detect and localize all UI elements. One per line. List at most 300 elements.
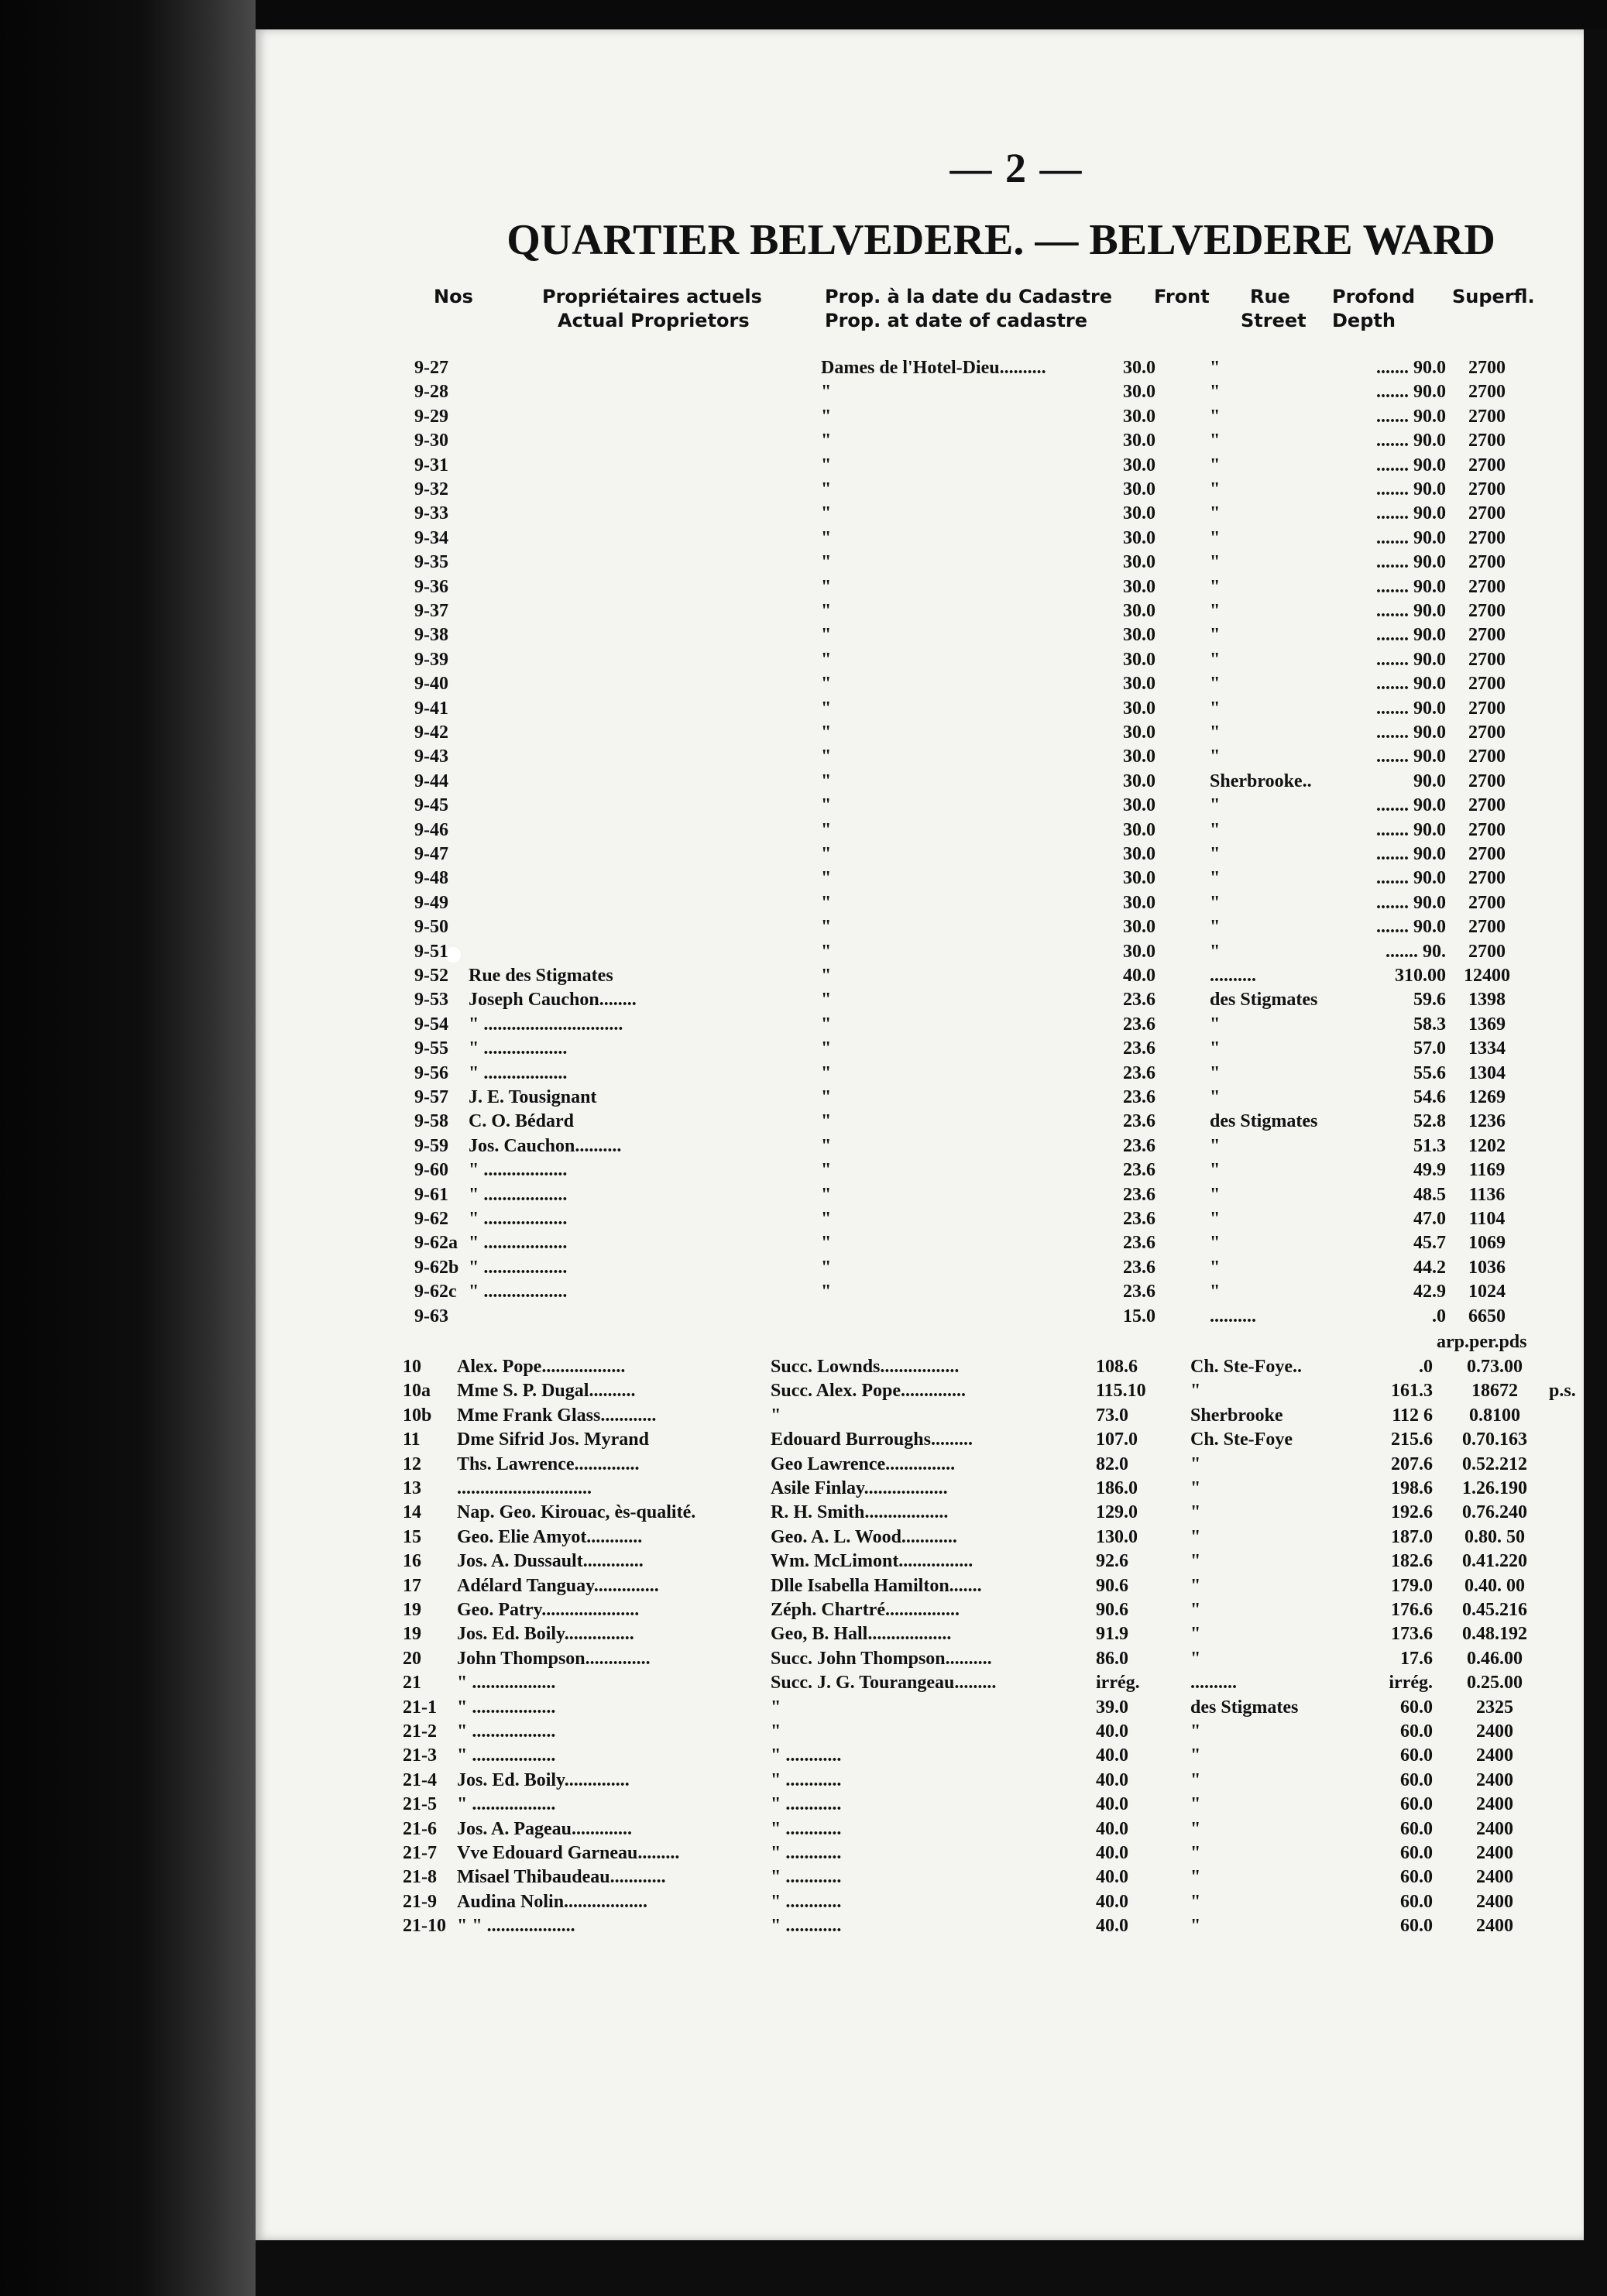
street-name: " xyxy=(1210,601,1221,621)
table-row xyxy=(256,429,1584,453)
row-number: 15 xyxy=(403,1526,421,1547)
row-number: 21-10 xyxy=(403,1916,446,1937)
depth-value: 60.0 xyxy=(1400,1916,1433,1937)
row-number: 9-55 xyxy=(414,1038,448,1059)
table-row xyxy=(256,819,1584,843)
front-value: 23.6 xyxy=(1123,1111,1155,1132)
front-value: 23.6 xyxy=(1123,1257,1155,1278)
row-number: 9-28 xyxy=(414,382,448,403)
street-name: " xyxy=(1210,795,1221,816)
header-owners-en: Actual Proprietors xyxy=(558,310,750,331)
cadastre-proprietor: " xyxy=(821,479,832,499)
depth-value: ....... 90.0 xyxy=(1376,576,1446,597)
header-nos: Nos xyxy=(434,286,473,307)
row-number: 9-34 xyxy=(414,527,448,548)
row-number: 21-6 xyxy=(403,1818,437,1839)
front-value: 23.6 xyxy=(1123,990,1155,1011)
row-number: 9-50 xyxy=(414,917,448,938)
superficie-value: 2400 xyxy=(1476,1769,1513,1790)
street-name: " xyxy=(1190,1575,1201,1596)
owner-name: " .................. xyxy=(469,1038,568,1059)
header-depth xyxy=(1332,285,1415,333)
front-value: 30.0 xyxy=(1123,941,1155,962)
owner-name: Audina Nolin.................. xyxy=(457,1891,648,1912)
front-value: 90.6 xyxy=(1096,1600,1128,1620)
superficie-value: 1236 xyxy=(1468,1111,1506,1132)
street-name: .......... xyxy=(1210,966,1256,986)
street-name: Ch. Ste-Foye xyxy=(1190,1429,1293,1450)
table-row xyxy=(256,1305,1584,1329)
street-name: " xyxy=(1210,649,1221,670)
cadastre-proprietor: " xyxy=(821,1014,832,1035)
street-name: " xyxy=(1210,892,1221,913)
row-number: 9-31 xyxy=(414,455,448,475)
front-value: 23.6 xyxy=(1123,1087,1155,1107)
depth-value: 51.3 xyxy=(1413,1135,1446,1156)
superficie-value: 0.45.216 xyxy=(1462,1600,1527,1620)
superficie-value: 2400 xyxy=(1476,1916,1513,1937)
street-name: Sherbrooke xyxy=(1190,1405,1283,1426)
superficie-value: 1269 xyxy=(1468,1087,1506,1107)
header-depth-en: Depth xyxy=(1332,310,1396,331)
depth-value: 60.0 xyxy=(1400,1867,1433,1888)
street-name: " xyxy=(1210,1282,1221,1302)
cadastre-proprietor: Edouard Burroughs......... xyxy=(771,1429,973,1450)
row-number: 19 xyxy=(403,1624,421,1645)
street-name: " xyxy=(1190,1381,1201,1402)
front-value: 30.0 xyxy=(1123,455,1155,475)
table-row xyxy=(256,1622,1584,1646)
owner-name: Rue des Stigmates xyxy=(469,966,613,986)
street-name: " xyxy=(1190,1526,1201,1547)
front-value: 30.0 xyxy=(1123,576,1155,597)
cadastre-proprietor: Zéph. Chartré................ xyxy=(771,1600,960,1620)
header-superficie: Superfl. xyxy=(1452,286,1535,307)
row-number: 10a xyxy=(403,1381,431,1402)
table-row xyxy=(256,1501,1584,1525)
front-value: 30.0 xyxy=(1123,625,1155,646)
superficie-value: 1304 xyxy=(1468,1062,1506,1083)
depth-value: 215.6 xyxy=(1391,1429,1433,1450)
superficie-value: 2400 xyxy=(1476,1891,1513,1912)
street-name: " xyxy=(1210,1233,1221,1254)
depth-value: 60.0 xyxy=(1400,1891,1433,1912)
table-row xyxy=(256,1183,1584,1207)
header-front: Front xyxy=(1154,286,1210,307)
table-row xyxy=(256,551,1584,575)
owner-name: " .................. xyxy=(469,1282,568,1302)
street-name: " xyxy=(1210,1038,1221,1059)
depth-value: ....... 90.0 xyxy=(1376,917,1446,938)
owner-name: Geo. Patry..................... xyxy=(457,1600,640,1620)
depth-value: 60.0 xyxy=(1400,1843,1433,1863)
depth-value: 179.0 xyxy=(1391,1575,1433,1596)
table-row xyxy=(256,1550,1584,1574)
street-name: " xyxy=(1190,1916,1201,1937)
street-name: " xyxy=(1210,746,1221,767)
owner-name: John Thompson.............. xyxy=(457,1648,651,1669)
front-value: 40.0 xyxy=(1096,1818,1128,1839)
depth-value: 54.6 xyxy=(1413,1087,1446,1107)
table-row xyxy=(256,1037,1584,1061)
depth-value: 198.6 xyxy=(1391,1478,1433,1498)
table-row xyxy=(256,988,1584,1012)
table-row xyxy=(256,1086,1584,1110)
row-number: 21 xyxy=(403,1673,421,1694)
front-value: 30.0 xyxy=(1123,722,1155,743)
cadastre-proprietor: " ............ xyxy=(771,1818,842,1839)
superficie-value: 2700 xyxy=(1468,674,1506,695)
header-rue xyxy=(1241,285,1307,333)
depth-value: 60.0 xyxy=(1400,1697,1433,1718)
front-value: 30.0 xyxy=(1123,844,1155,864)
superficie-value: 6650 xyxy=(1468,1306,1506,1326)
table-header xyxy=(256,29,1584,378)
depth-value: ....... 90.0 xyxy=(1376,431,1446,451)
superficie-value: 2700 xyxy=(1468,382,1506,403)
row-number: 14 xyxy=(403,1502,421,1523)
street-name: " xyxy=(1210,503,1221,524)
street-name: " xyxy=(1210,455,1221,475)
street-name: " xyxy=(1190,1843,1201,1863)
front-value: 23.6 xyxy=(1123,1209,1155,1229)
page-number: — 2 — xyxy=(949,145,1083,191)
owner-name: " .................. xyxy=(457,1721,556,1742)
owner-name: Jos. A. Dussault............. xyxy=(457,1551,644,1572)
depth-value: 49.9 xyxy=(1413,1160,1446,1181)
depth-value: irrég. xyxy=(1389,1673,1433,1694)
depth-value: 60.0 xyxy=(1400,1794,1433,1815)
cadastre-proprietor: " ............ xyxy=(771,1891,842,1912)
cadastre-proprietor: " ............ xyxy=(771,1769,842,1790)
cadastre-proprietor: " xyxy=(821,868,832,889)
street-name: " xyxy=(1190,1551,1201,1572)
front-value: 115.10 xyxy=(1096,1381,1146,1402)
cadastre-proprietor: " ............ xyxy=(771,1867,842,1888)
cadastre-proprietor: " xyxy=(771,1405,781,1426)
front-value: irrég. xyxy=(1096,1673,1140,1694)
depth-value: ....... 90.0 xyxy=(1376,527,1446,548)
street-name: " xyxy=(1190,1502,1201,1523)
superficie-value: 0.25.00 xyxy=(1467,1673,1523,1694)
row-number: 13 xyxy=(403,1478,421,1498)
owner-name: " " ................... xyxy=(457,1916,575,1937)
row-number: 9-59 xyxy=(414,1135,448,1156)
table-row xyxy=(256,1453,1584,1477)
street-name: " xyxy=(1210,1062,1221,1083)
table-row xyxy=(256,1841,1584,1865)
table-row xyxy=(256,1598,1584,1622)
street-name: des Stigmates xyxy=(1210,1111,1318,1132)
street-name: " xyxy=(1190,1794,1201,1815)
unit-suffix: p.s. xyxy=(1549,1381,1576,1402)
superficie-value: 2700 xyxy=(1468,552,1506,573)
row-number: 17 xyxy=(403,1575,421,1596)
cadastre-proprietor: " xyxy=(821,1282,832,1302)
front-value: 40.0 xyxy=(1096,1745,1128,1766)
page-title: QUARTIER BELVEDERE. — BELVEDERE WARD xyxy=(506,216,1495,264)
row-number: 19 xyxy=(403,1600,421,1620)
depth-value: 47.0 xyxy=(1413,1209,1446,1229)
cadastre-proprietor: " xyxy=(821,941,832,962)
superficie-value: 2400 xyxy=(1476,1745,1513,1766)
table-row xyxy=(256,1574,1584,1598)
depth-value: 182.6 xyxy=(1391,1551,1433,1572)
row-number: 9-61 xyxy=(414,1184,448,1205)
depth-value: 60.0 xyxy=(1400,1721,1433,1742)
unit-note-row xyxy=(256,1330,1584,1354)
row-number: 9-40 xyxy=(414,674,448,695)
unit-note: arp.per.pds xyxy=(1437,1332,1527,1352)
front-value: 23.6 xyxy=(1123,1233,1155,1254)
owner-name: " .................. xyxy=(457,1745,556,1766)
header-prop-cadastre-en: Prop. at date of cadastre xyxy=(825,310,1088,331)
table-row xyxy=(256,1134,1584,1158)
cadastre-proprietor: " xyxy=(821,503,832,524)
depth-value: ....... 90.0 xyxy=(1376,722,1446,743)
row-number: 9-45 xyxy=(414,795,448,816)
street-name: " xyxy=(1210,576,1221,597)
superficie-value: 1104 xyxy=(1468,1209,1506,1229)
front-value: 30.0 xyxy=(1123,770,1155,791)
street-name: " xyxy=(1210,698,1221,719)
front-value: 129.0 xyxy=(1096,1502,1138,1523)
cadastre-proprietor: " xyxy=(821,1111,832,1132)
cadastre-proprietor: " xyxy=(821,1233,832,1254)
superficie-value: 2700 xyxy=(1468,527,1506,548)
depth-value: 90.0 xyxy=(1413,770,1446,791)
table-row xyxy=(256,478,1584,502)
street-name: " xyxy=(1190,1745,1201,1766)
row-number: 21-5 xyxy=(403,1794,437,1815)
cadastre-proprietor: " xyxy=(821,819,832,840)
street-name: " xyxy=(1190,1769,1201,1790)
table-row xyxy=(256,1793,1584,1817)
depth-value: ....... 90.0 xyxy=(1376,819,1446,840)
depth-value: ....... 90.0 xyxy=(1376,698,1446,719)
header-prop-cadastre xyxy=(825,285,1112,333)
front-value: 30.0 xyxy=(1123,527,1155,548)
table-row xyxy=(256,891,1584,915)
row-number: 9-60 xyxy=(414,1160,448,1181)
cadastre-proprietor: " xyxy=(821,431,832,451)
row-number: 9-33 xyxy=(414,503,448,524)
superficie-value: 0.46.00 xyxy=(1467,1648,1523,1669)
street-name: " xyxy=(1190,1600,1201,1620)
street-name: " xyxy=(1190,1624,1201,1645)
superficie-value: 2400 xyxy=(1476,1818,1513,1839)
row-number: 9-53 xyxy=(414,990,448,1011)
header-rue-fr: Rue xyxy=(1250,286,1290,307)
row-number: 9-30 xyxy=(414,431,448,451)
street-name: " xyxy=(1210,1160,1221,1181)
depth-value: 48.5 xyxy=(1413,1184,1446,1205)
depth-value: 112 6 xyxy=(1392,1405,1433,1426)
depth-value: ....... 90.0 xyxy=(1376,358,1446,378)
table-row xyxy=(256,745,1584,769)
owner-name: " .................. xyxy=(469,1257,568,1278)
depth-value: 55.6 xyxy=(1413,1062,1446,1083)
depth-value: 45.7 xyxy=(1413,1233,1446,1254)
superficie-value: 18672 xyxy=(1471,1381,1518,1402)
table-row xyxy=(256,1744,1584,1768)
front-value: 186.0 xyxy=(1096,1478,1138,1498)
cadastre-proprietor: " xyxy=(821,576,832,597)
table-row xyxy=(256,380,1584,404)
depth-value: 176.6 xyxy=(1391,1600,1433,1620)
street-name: " xyxy=(1190,1648,1201,1669)
table-row xyxy=(256,1013,1584,1037)
depth-value: 187.0 xyxy=(1391,1526,1433,1547)
superficie-value: 2700 xyxy=(1468,503,1506,524)
superficie-value: 2700 xyxy=(1468,770,1506,791)
row-number: 10b xyxy=(403,1405,432,1426)
cadastre-proprietor: " xyxy=(771,1721,781,1742)
table-row xyxy=(256,1914,1584,1938)
row-number: 9-44 xyxy=(414,770,448,791)
row-number: 9-42 xyxy=(414,722,448,743)
owner-name: " .................. xyxy=(469,1233,568,1254)
street-name: des Stigmates xyxy=(1210,990,1318,1011)
row-number: 21-9 xyxy=(403,1891,437,1912)
front-value: 91.9 xyxy=(1096,1624,1128,1645)
cadastre-proprietor: Asile Finlay.................. xyxy=(771,1478,948,1498)
cadastre-proprietor: " xyxy=(821,1087,832,1107)
cadastre-proprietor: " xyxy=(821,625,832,646)
front-value: 107.0 xyxy=(1096,1429,1138,1450)
depth-value: 60.0 xyxy=(1400,1769,1433,1790)
table-row xyxy=(256,1158,1584,1182)
owner-name: Nap. Geo. Kirouac, ès-qualité. xyxy=(457,1502,696,1523)
row-number: 9-29 xyxy=(414,406,448,427)
cadastre-proprietor: " xyxy=(821,1135,832,1156)
cadastre-proprietor: " xyxy=(821,382,832,403)
table-row xyxy=(256,1671,1584,1695)
front-value: 15.0 xyxy=(1123,1306,1155,1326)
street-name: " xyxy=(1210,844,1221,864)
depth-value: ....... 90.0 xyxy=(1376,455,1446,475)
row-number: 9-36 xyxy=(414,576,448,597)
cadastre-proprietor: " xyxy=(821,892,832,913)
row-number: 11 xyxy=(403,1429,421,1450)
superficie-value: 0.70.163 xyxy=(1462,1429,1527,1450)
front-value: 39.0 xyxy=(1096,1697,1128,1718)
row-number: 9-35 xyxy=(414,552,448,573)
front-value: 30.0 xyxy=(1123,892,1155,913)
front-value: 30.0 xyxy=(1123,868,1155,889)
front-value: 73.0 xyxy=(1096,1405,1128,1426)
superficie-value: 1069 xyxy=(1468,1233,1506,1254)
table-row xyxy=(256,502,1584,526)
superficie-value: 2400 xyxy=(1476,1867,1513,1888)
table-row xyxy=(256,1110,1584,1134)
row-number: 21-4 xyxy=(403,1769,437,1790)
cadastre-proprietor: " xyxy=(821,1209,832,1229)
owner-name: " .................. xyxy=(469,1184,568,1205)
superficie-value: 0.48.192 xyxy=(1462,1624,1527,1645)
table-row xyxy=(256,1207,1584,1231)
row-number: 9-27 xyxy=(414,358,448,378)
front-value: 90.6 xyxy=(1096,1575,1128,1596)
front-value: 40.0 xyxy=(1096,1721,1128,1742)
depth-value: .0 xyxy=(1432,1306,1446,1326)
street-name: " xyxy=(1190,1478,1201,1498)
owner-name: Jos. Ed. Boily.............. xyxy=(457,1769,630,1790)
cadastre-proprietor: R. H. Smith.................. xyxy=(771,1502,949,1523)
table-row xyxy=(256,454,1584,478)
owner-name: Joseph Cauchon........ xyxy=(469,990,637,1011)
scan-border-left xyxy=(0,0,256,2296)
cadastre-proprietor: " xyxy=(821,844,832,864)
cadastre-proprietor: " xyxy=(821,990,832,1011)
street-name: " xyxy=(1210,868,1221,889)
table-row xyxy=(256,964,1584,988)
document-page xyxy=(256,29,1584,2240)
cadastre-proprietor: " xyxy=(821,795,832,816)
cadastre-proprietor: " xyxy=(821,770,832,791)
cadastre-proprietor: " xyxy=(821,746,832,767)
superficie-value: 0.8100 xyxy=(1469,1405,1520,1426)
superficie-value: 1.26.190 xyxy=(1462,1478,1527,1498)
street-name: des Stigmates xyxy=(1190,1697,1299,1718)
street-name: " xyxy=(1210,406,1221,427)
owner-name: Ths. Lawrence.............. xyxy=(457,1453,640,1474)
owner-name: " .................. xyxy=(469,1062,568,1083)
owner-name: Jos. A. Pageau............. xyxy=(457,1818,633,1839)
owner-name: Mme S. P. Dugal.......... xyxy=(457,1381,636,1402)
table-row xyxy=(256,697,1584,721)
table-row xyxy=(256,1865,1584,1889)
table-row xyxy=(256,672,1584,696)
street-name: " xyxy=(1210,819,1221,840)
cadastre-proprietor: " ............ xyxy=(771,1794,842,1815)
table-row xyxy=(256,1404,1584,1428)
row-number: 9-62b xyxy=(414,1257,459,1278)
table-row xyxy=(256,1231,1584,1255)
depth-value: 57.0 xyxy=(1413,1038,1446,1059)
cadastre-proprietor: Geo. A. L. Wood............ xyxy=(771,1526,957,1547)
depth-value: 52.8 xyxy=(1413,1111,1446,1132)
table-row xyxy=(256,915,1584,939)
table-row xyxy=(256,1280,1584,1304)
cadastre-proprietor: " ............ xyxy=(771,1916,842,1937)
superficie-value: 1024 xyxy=(1468,1282,1506,1302)
table-row xyxy=(256,1428,1584,1452)
street-name: " xyxy=(1190,1867,1201,1888)
row-number: 9-41 xyxy=(414,698,448,719)
street-name: " xyxy=(1210,527,1221,548)
row-number: 12 xyxy=(403,1453,421,1474)
depth-value: 173.6 xyxy=(1391,1624,1433,1645)
superficie-value: 2700 xyxy=(1468,625,1506,646)
depth-value: ....... 90.0 xyxy=(1376,406,1446,427)
depth-value: 17.6 xyxy=(1400,1648,1433,1669)
superficie-value: 2325 xyxy=(1476,1697,1513,1718)
depth-value: 42.9 xyxy=(1413,1282,1446,1302)
row-number: 9-47 xyxy=(414,844,448,864)
table-row xyxy=(256,1062,1584,1086)
front-value: 23.6 xyxy=(1123,1282,1155,1302)
table-row xyxy=(256,1817,1584,1841)
superficie-value: 2700 xyxy=(1468,431,1506,451)
front-value: 40.0 xyxy=(1123,966,1155,986)
cadastre-proprietor: Wm. McLimont................ xyxy=(771,1551,973,1572)
cadastre-proprietor: " xyxy=(821,406,832,427)
table-row xyxy=(256,940,1584,964)
header-rue-en: Street xyxy=(1241,310,1307,331)
row-number: 9-57 xyxy=(414,1087,448,1107)
row-number: 9-63 xyxy=(414,1306,448,1326)
